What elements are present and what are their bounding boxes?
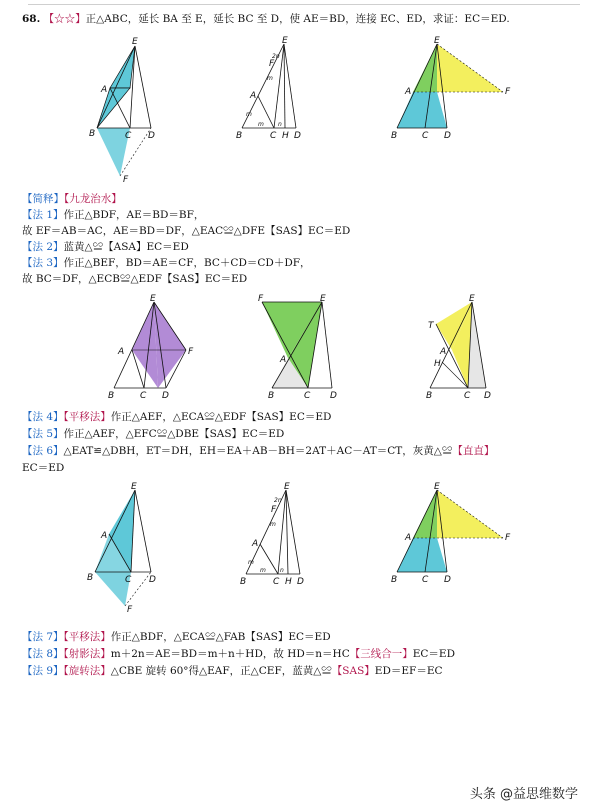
method-title: 【九龙治水】 <box>64 193 122 205</box>
top-rule <box>28 4 580 5</box>
svg-text:F: F <box>271 505 277 515</box>
figure-9 <box>385 482 515 592</box>
svg-text:F: F <box>269 59 275 69</box>
svg-text:m: m <box>258 121 264 128</box>
brief-label: 【简释】 <box>22 193 64 205</box>
svg-text:2n: 2n <box>274 497 282 504</box>
svg-text:E: E <box>132 37 138 47</box>
svg-text:F: F <box>188 347 194 357</box>
svg-text:B: B <box>268 391 275 401</box>
svg-text:B: B <box>89 129 96 139</box>
method-2: 【法 2】蓝黄△≌【ASA】EC＝ED <box>22 241 189 253</box>
method-3-line2: 故 BC＝DF，△ECB≌△EDF【SAS】EC＝ED <box>22 273 248 285</box>
method-1-line2: 故 EF＝AB＝AC，AE＝BD＝DF，△EAC≌△DFE【SAS】EC＝ED <box>22 225 351 237</box>
svg-text:m: m <box>246 111 252 118</box>
svg-text:A: A <box>101 531 108 541</box>
svg-text:E: E <box>434 482 440 492</box>
svg-text:B: B <box>391 131 398 141</box>
svg-text:H: H <box>285 577 292 587</box>
watermark: 头条 @益思维数学 <box>469 787 578 802</box>
figure-8 <box>236 482 316 592</box>
difficulty-stars: 【☆☆】 <box>43 13 86 25</box>
svg-text:E: E <box>434 36 440 46</box>
svg-text:m: m <box>270 521 276 528</box>
svg-text:D: D <box>297 577 304 587</box>
svg-text:C: C <box>422 575 429 585</box>
svg-text:E: E <box>284 482 290 492</box>
svg-text:A: A <box>250 91 257 101</box>
svg-text:B: B <box>240 577 247 587</box>
svg-text:n: n <box>280 567 284 574</box>
svg-text:E: E <box>282 36 288 46</box>
method-3: 【法 3】作正△BEF，BD＝AE＝CF，BC＋CD＝CD＋DF， <box>22 257 311 269</box>
svg-text:A: A <box>440 347 447 357</box>
method-6-line2: EC＝ED <box>22 462 65 474</box>
svg-text:A: A <box>280 355 287 365</box>
svg-text:D: D <box>330 391 337 401</box>
svg-text:C: C <box>464 391 471 401</box>
method-7: 【法 7】【平移法】作正△BDF，△ECA≌△FAB【SAS】EC＝ED <box>22 631 331 643</box>
svg-text:C: C <box>304 391 311 401</box>
svg-text:F: F <box>505 533 511 543</box>
svg-text:H: H <box>282 131 289 141</box>
problem-statement <box>22 12 510 26</box>
svg-text:C: C <box>422 131 429 141</box>
method-9: 【法 9】【旋转法】△CBE 旋转 60°得△EAF，正△CEF，蓝黄△≌【SAS】ED＝EF＝EC <box>22 665 443 677</box>
svg-text:D: D <box>444 575 451 585</box>
problem-text: 正△ABC，延长 BA 至 E，延长 BC 至 D，使 AE＝BD，连接 EC、ED，求证：EC＝ED. <box>85 13 510 25</box>
svg-text:E: E <box>320 294 326 304</box>
svg-text:C: C <box>125 131 132 141</box>
svg-text:E: E <box>150 294 156 304</box>
svg-text:m: m <box>260 567 266 574</box>
svg-text:m: m <box>267 75 273 82</box>
figure-7 <box>85 482 165 614</box>
method-8: 【法 8】【射影法】m＋2n＝AE＝BD＝m＋n＋HD，故 HD＝n＝HC【三线合一】EC＝ED <box>22 648 456 660</box>
problem-number: 68. <box>22 13 41 25</box>
svg-text:B: B <box>391 575 398 585</box>
figure-5 <box>252 292 352 404</box>
svg-text:E: E <box>131 482 137 492</box>
svg-text:m: m <box>248 559 254 566</box>
figure-4 <box>106 292 206 404</box>
figure-2 <box>232 36 312 146</box>
svg-text:H: H <box>434 359 441 369</box>
svg-text:A: A <box>405 533 412 543</box>
svg-text:A: A <box>405 87 412 97</box>
svg-text:A: A <box>118 347 125 357</box>
method-6: 【法 6】△EAT≌△DBH，ET＝DH，EH＝EA＋AB－BH＝2AT＋AC－AT＝CT，灰黄△≌【直直】 <box>22 445 495 457</box>
svg-text:B: B <box>426 391 433 401</box>
svg-text:C: C <box>125 575 132 585</box>
brief-explanation-header <box>22 192 122 206</box>
svg-text:B: B <box>108 391 115 401</box>
svg-text:B: B <box>87 573 94 583</box>
svg-text:2n: 2n <box>272 53 280 60</box>
svg-text:n: n <box>278 121 282 128</box>
svg-text:A: A <box>101 85 108 95</box>
svg-text:D: D <box>162 391 169 401</box>
svg-text:C: C <box>140 391 147 401</box>
svg-text:D: D <box>148 131 155 141</box>
figure-6 <box>422 292 502 404</box>
svg-text:D: D <box>149 575 156 585</box>
svg-text:B: B <box>236 131 243 141</box>
svg-text:D: D <box>484 391 491 401</box>
figure-1 <box>85 36 165 186</box>
svg-text:D: D <box>294 131 301 141</box>
method-5: 【法 5】作正△AEF，△EFC≌△DBE【SAS】EC＝ED <box>22 428 285 440</box>
method-1: 【法 1】作正△BDF，AE＝BD＝BF， <box>22 209 205 221</box>
svg-text:F: F <box>123 175 129 185</box>
svg-text:C: C <box>270 131 277 141</box>
svg-text:F: F <box>127 605 133 614</box>
svg-text:F: F <box>505 87 511 97</box>
svg-text:A: A <box>252 539 259 549</box>
svg-text:E: E <box>469 294 475 304</box>
figure-3 <box>385 36 515 146</box>
method-4: 【法 4】【平移法】作正△AEF，△ECA≌△EDF【SAS】EC＝ED <box>22 411 332 423</box>
svg-text:C: C <box>273 577 280 587</box>
svg-text:T: T <box>428 321 434 331</box>
svg-text:D: D <box>444 131 451 141</box>
svg-text:F: F <box>258 294 264 304</box>
